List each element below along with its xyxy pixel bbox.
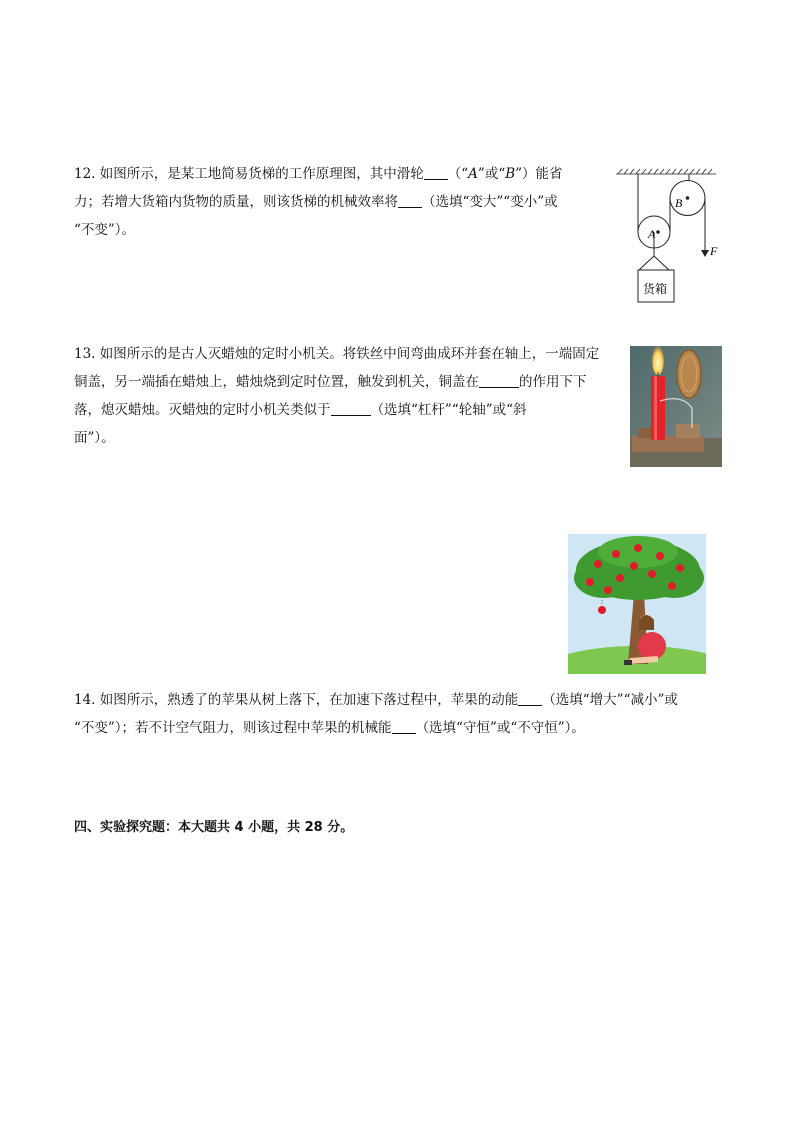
candle-photo bbox=[630, 346, 722, 467]
wooden-base bbox=[632, 436, 704, 452]
q12-line-3: “不变”）。 bbox=[74, 222, 136, 238]
label-cargo-box: 货箱 bbox=[643, 282, 668, 296]
q13-line-1: 13. 如图所示的是古人灭蜡烛的定时小机关。将铁丝中间弯曲成环并套在轴上，一端固定 bbox=[74, 346, 600, 362]
force-arrow-icon bbox=[701, 250, 709, 257]
box-hanger bbox=[639, 256, 669, 270]
q13-line-2: 铜盖，另一端插在蜡烛上，蜡烛烧到定时位置，触发到机关，铜盖在 的作用下下 bbox=[74, 374, 587, 390]
label-a: A bbox=[648, 227, 656, 241]
q14-line-1: 14. 如图所示，熟透了的苹果从树上落下，在加速下落过程中，苹果的动能 （选填“增大”“减小”或 bbox=[74, 692, 678, 708]
pulley-a-axle bbox=[656, 230, 660, 234]
q12-line-1: 12. 如图所示，是某工地简易货梯的工作原理图，其中滑轮 （“A”或“B”）能省 bbox=[74, 166, 563, 182]
section-heading: 四、实验探究题：本大题共 4 小题，共 28 分。 bbox=[74, 820, 354, 835]
answer-blank[interactable] bbox=[424, 164, 448, 180]
pulley-b-axle bbox=[686, 196, 690, 200]
answer-blank[interactable] bbox=[392, 718, 416, 734]
question-13 bbox=[74, 340, 629, 452]
flame-icon bbox=[652, 346, 664, 375]
answer-blank[interactable] bbox=[479, 372, 519, 388]
pulley-diagram bbox=[614, 166, 724, 306]
falling-apple bbox=[598, 606, 606, 614]
answer-blank[interactable] bbox=[331, 400, 371, 416]
q14-line-2: “不变”）；若不计空气阻力，则该过程中苹果的机械能 （选填“守恒”或“不守恒”）。 bbox=[74, 720, 585, 736]
question-12 bbox=[74, 160, 609, 244]
ceiling-hatch bbox=[616, 169, 716, 174]
question-14 bbox=[74, 686, 724, 742]
q12-line-2: 力；若增大货箱内货物的质量，则该货梯的机械效率将 （选填“变大”“变小”或 bbox=[74, 194, 558, 210]
q13-line-3: 落，熄灭蜡烛。灭蜡烛的定时小机关类似于 （选填“杠杆”“轮轴”或“斜 bbox=[74, 402, 527, 418]
answer-blank[interactable] bbox=[398, 192, 422, 208]
q13-line-4: 面”）。 bbox=[74, 430, 115, 446]
answer-blank[interactable] bbox=[518, 690, 542, 706]
label-f: F bbox=[710, 244, 718, 258]
red-candle bbox=[651, 376, 665, 440]
label-b: B bbox=[675, 196, 683, 210]
apple-tree-illustration bbox=[568, 534, 706, 674]
